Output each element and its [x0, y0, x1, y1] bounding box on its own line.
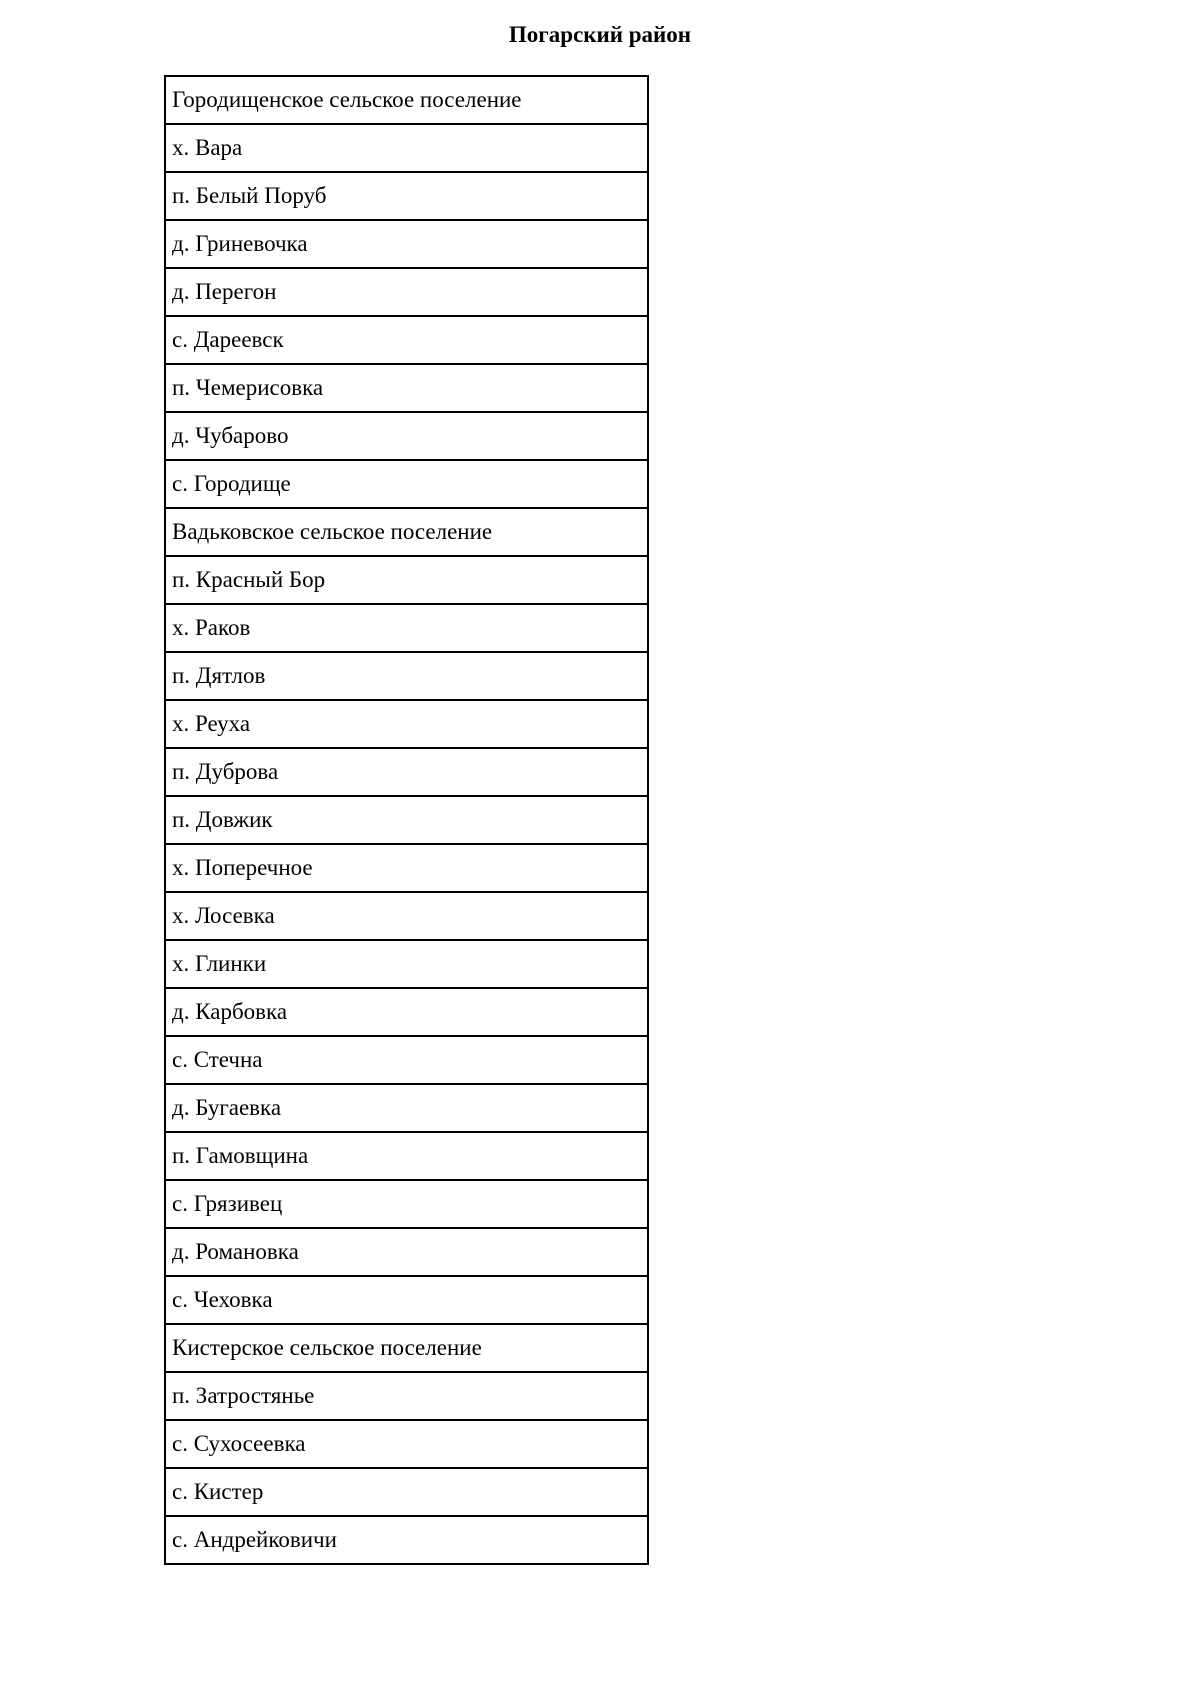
- table-row: [165, 796, 648, 844]
- table-row: [165, 988, 648, 1036]
- table-row: [165, 1468, 648, 1516]
- settlement-cell: Городищенское сельское поселение: [165, 76, 648, 124]
- settlement-cell: с. Грязивец: [165, 1180, 648, 1228]
- settlement-cell: х. Вара: [165, 124, 648, 172]
- settlement-cell: Вадьковское сельское поселение: [165, 508, 648, 556]
- settlement-cell: п. Чемерисовка: [165, 364, 648, 412]
- settlement-cell: п. Дятлов: [165, 652, 648, 700]
- page-title: Погарский район: [508, 22, 692, 47]
- table-row: [165, 76, 648, 124]
- table-row: [165, 1036, 648, 1084]
- settlement-cell: п. Красный Бор: [165, 556, 648, 604]
- settlement-cell: д. Гриневочка: [165, 220, 648, 268]
- settlement-cell: х. Глинки: [165, 940, 648, 988]
- table-row: [165, 412, 648, 460]
- table-row: [165, 316, 648, 364]
- settlement-cell: п. Гамовщина: [165, 1132, 648, 1180]
- table-row: [165, 1228, 648, 1276]
- table-row: [165, 364, 648, 412]
- table-row: [165, 124, 648, 172]
- settlement-cell: с. Чеховка: [165, 1276, 648, 1324]
- settlement-cell: с. Дареевск: [165, 316, 648, 364]
- settlement-cell: д. Романовка: [165, 1228, 648, 1276]
- settlement-cell: д. Чубарово: [165, 412, 648, 460]
- table-row: [165, 508, 648, 556]
- settlement-cell: п. Довжик: [165, 796, 648, 844]
- settlement-table-body: [165, 76, 648, 1564]
- settlement-cell: х. Лосевка: [165, 892, 648, 940]
- table-row: [165, 268, 648, 316]
- table-row: [165, 220, 648, 268]
- table-row: [165, 1516, 648, 1564]
- table-row: [165, 460, 648, 508]
- table-row: [165, 1084, 648, 1132]
- table-row: [165, 1324, 648, 1372]
- settlement-cell: с. Кистер: [165, 1468, 648, 1516]
- settlement-cell: с. Андрейковичи: [165, 1516, 648, 1564]
- table-row: [165, 700, 648, 748]
- settlement-cell: п. Затростянье: [165, 1372, 648, 1420]
- table-row: [165, 940, 648, 988]
- table-row: [165, 1276, 648, 1324]
- table-row: [165, 604, 648, 652]
- table-row: [165, 1132, 648, 1180]
- table-row: [165, 556, 648, 604]
- table-row: [165, 892, 648, 940]
- settlement-cell: п. Белый Поруб: [165, 172, 648, 220]
- settlement-cell: п. Дуброва: [165, 748, 648, 796]
- table-row: [165, 652, 648, 700]
- settlement-cell: д. Карбовка: [165, 988, 648, 1036]
- table-row: [165, 172, 648, 220]
- settlement-cell: с. Стечна: [165, 1036, 648, 1084]
- settlement-cell: д. Перегон: [165, 268, 648, 316]
- settlement-cell: с. Сухосеевка: [165, 1420, 648, 1468]
- table-row: [165, 748, 648, 796]
- settlement-cell: х. Раков: [165, 604, 648, 652]
- table-row: [165, 1180, 648, 1228]
- table-row: [165, 1420, 648, 1468]
- settlement-cell: Кистерское сельское поселение: [165, 1324, 648, 1372]
- settlement-cell: д. Бугаевка: [165, 1084, 648, 1132]
- table-row: [165, 844, 648, 892]
- settlement-cell: х. Реуха: [165, 700, 648, 748]
- table-row: [165, 1372, 648, 1420]
- settlement-table: [164, 75, 649, 1565]
- settlement-cell: х. Поперечное: [165, 844, 648, 892]
- settlement-cell: с. Городище: [165, 460, 648, 508]
